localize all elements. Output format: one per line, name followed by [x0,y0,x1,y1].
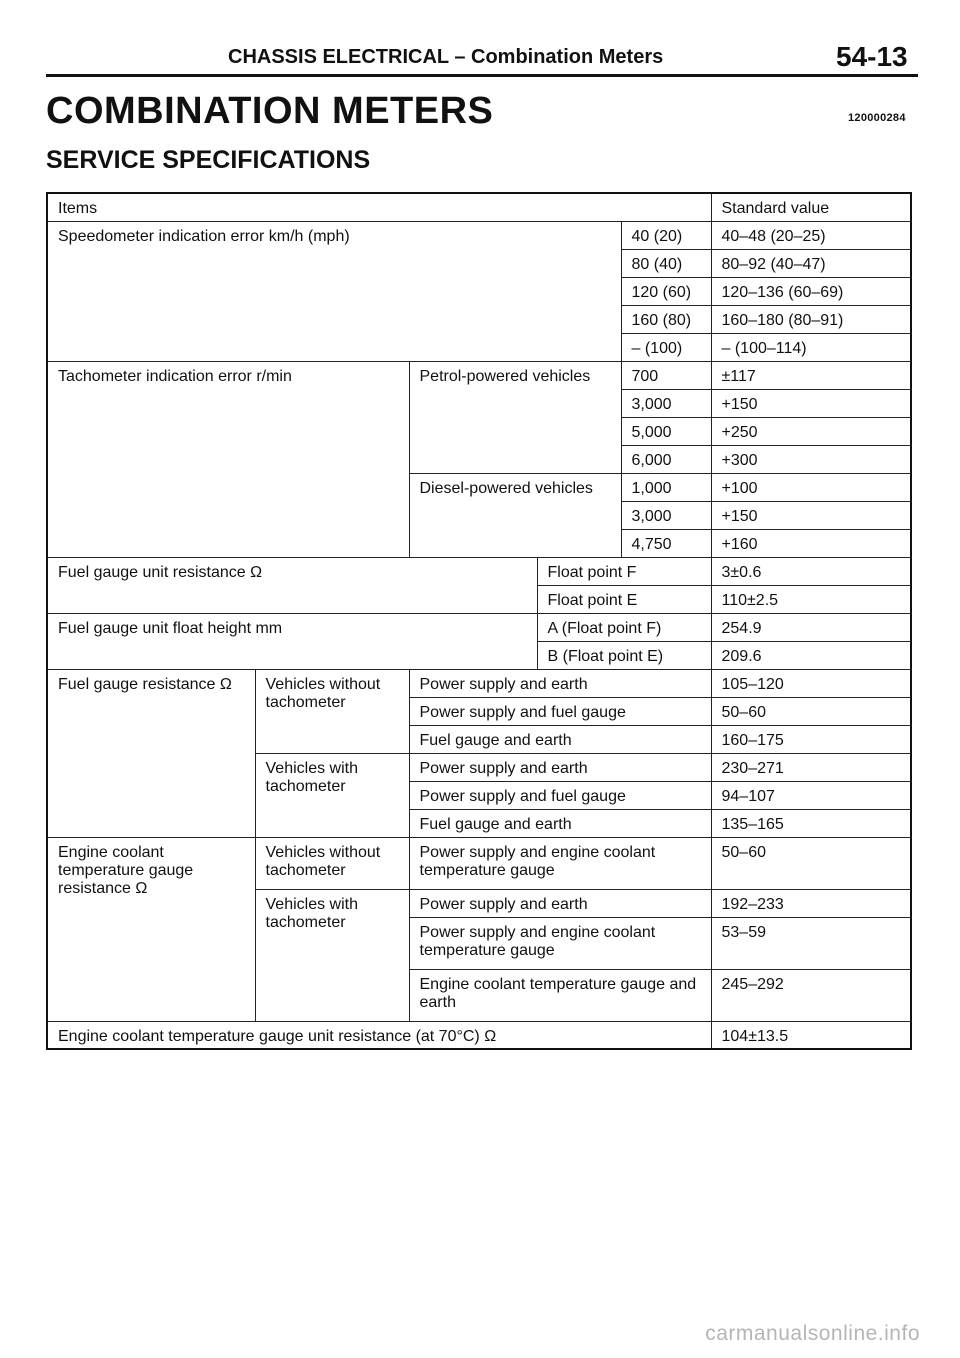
condition-cell: Power supply and engine coolant temperature gauge [409,837,711,889]
condition-cell: Power supply and fuel gauge [409,697,711,725]
tachometer-label: Tachometer indication error r/min [47,361,409,557]
vehicles-with-tachometer-label: Vehicles with tachometer [255,889,409,1021]
service-specifications-table [46,192,912,1050]
condition-cell: 5,000 [621,417,711,445]
value-cell: ±117 [711,361,911,389]
value-cell: +150 [711,501,911,529]
condition-cell: Float point E [537,585,711,613]
condition-cell: Power supply and engine coolant temperature gauge [409,917,711,969]
value-cell: 160–180 (80–91) [711,305,911,333]
condition-cell: 3,000 [621,389,711,417]
value-cell: +250 [711,417,911,445]
condition-cell: Power supply and earth [409,753,711,781]
condition-cell: 6,000 [621,445,711,473]
condition-cell: B (Float point E) [537,641,711,669]
running-header-title: CHASSIS ELECTRICAL – Combination Meters [228,46,664,68]
condition-cell: 80 (40) [621,249,711,277]
value-cell: +160 [711,529,911,557]
coolant-gauge-resistance-label: Engine coolant temperature gauge resistance Ω [47,837,255,1021]
value-cell: 209.6 [711,641,911,669]
condition-cell: 4,750 [621,529,711,557]
page-title: COMBINATION METERS [46,90,494,132]
fuel-unit-resistance-label: Fuel gauge unit resistance Ω [47,557,537,613]
value-cell: +300 [711,445,911,473]
value-cell: 230–271 [711,753,911,781]
value-cell: +100 [711,473,911,501]
condition-cell: 120 (60) [621,277,711,305]
condition-cell: 3,000 [621,501,711,529]
vehicles-without-tachometer-label: Vehicles without tachometer [255,669,409,753]
condition-cell: 700 [621,361,711,389]
value-cell: 135–165 [711,809,911,837]
value-cell: 160–175 [711,725,911,753]
condition-cell: Fuel gauge and earth [409,809,711,837]
value-cell: 105–120 [711,669,911,697]
table-row [47,361,911,389]
coolant-unit-resistance-label: Engine coolant temperature gauge unit resistance (at 70°C) Ω [47,1021,711,1049]
petrol-vehicles-label: Petrol-powered vehicles [409,361,621,473]
document-code: 120000284 [848,112,906,124]
condition-cell: 40 (20) [621,221,711,249]
column-header-items: Items [47,193,711,221]
column-header-standard-value: Standard value [711,193,911,221]
value-cell: 120–136 (60–69) [711,277,911,305]
value-cell: 94–107 [711,781,911,809]
value-cell: +150 [711,389,911,417]
condition-cell: Power supply and fuel gauge [409,781,711,809]
table-row [47,837,911,889]
page-number: 54-13 [836,41,908,72]
value-cell: 3±0.6 [711,557,911,585]
diesel-vehicles-label: Diesel-powered vehicles [409,473,621,557]
section-title: SERVICE SPECIFICATIONS [46,146,371,174]
condition-cell: – (100) [621,333,711,361]
fuel-float-height-label: Fuel gauge unit float height mm [47,613,537,669]
condition-cell: Engine coolant temperature gauge and earth [409,969,711,1021]
condition-cell: Fuel gauge and earth [409,725,711,753]
value-cell: – (100–114) [711,333,911,361]
value-cell: 254.9 [711,613,911,641]
value-cell: 80–92 (40–47) [711,249,911,277]
condition-cell: 160 (80) [621,305,711,333]
value-cell: 40–48 (20–25) [711,221,911,249]
value-cell: 245–292 [711,969,911,1021]
condition-cell: Power supply and earth [409,669,711,697]
table-row [47,557,911,585]
table-row [47,1021,911,1049]
table-header-row [47,193,911,221]
watermark: carmanualsonline.info [705,1322,920,1345]
condition-cell: 1,000 [621,473,711,501]
fuel-gauge-resistance-label: Fuel gauge resistance Ω [47,669,255,837]
value-cell: 50–60 [711,837,911,889]
value-cell: 110±2.5 [711,585,911,613]
value-cell: 104±13.5 [711,1021,911,1049]
value-cell: 53–59 [711,917,911,969]
condition-cell: Power supply and earth [409,889,711,917]
vehicles-with-tachometer-label: Vehicles with tachometer [255,753,409,837]
value-cell: 50–60 [711,697,911,725]
condition-cell: A (Float point F) [537,613,711,641]
table-row [47,221,911,249]
vehicles-without-tachometer-label: Vehicles without tachometer [255,837,409,889]
speedometer-label: Speedometer indication error km/h (mph) [47,221,621,361]
table-row [47,613,911,641]
condition-cell: Float point F [537,557,711,585]
table-row [47,669,911,697]
header-rule [46,74,918,77]
value-cell: 192–233 [711,889,911,917]
